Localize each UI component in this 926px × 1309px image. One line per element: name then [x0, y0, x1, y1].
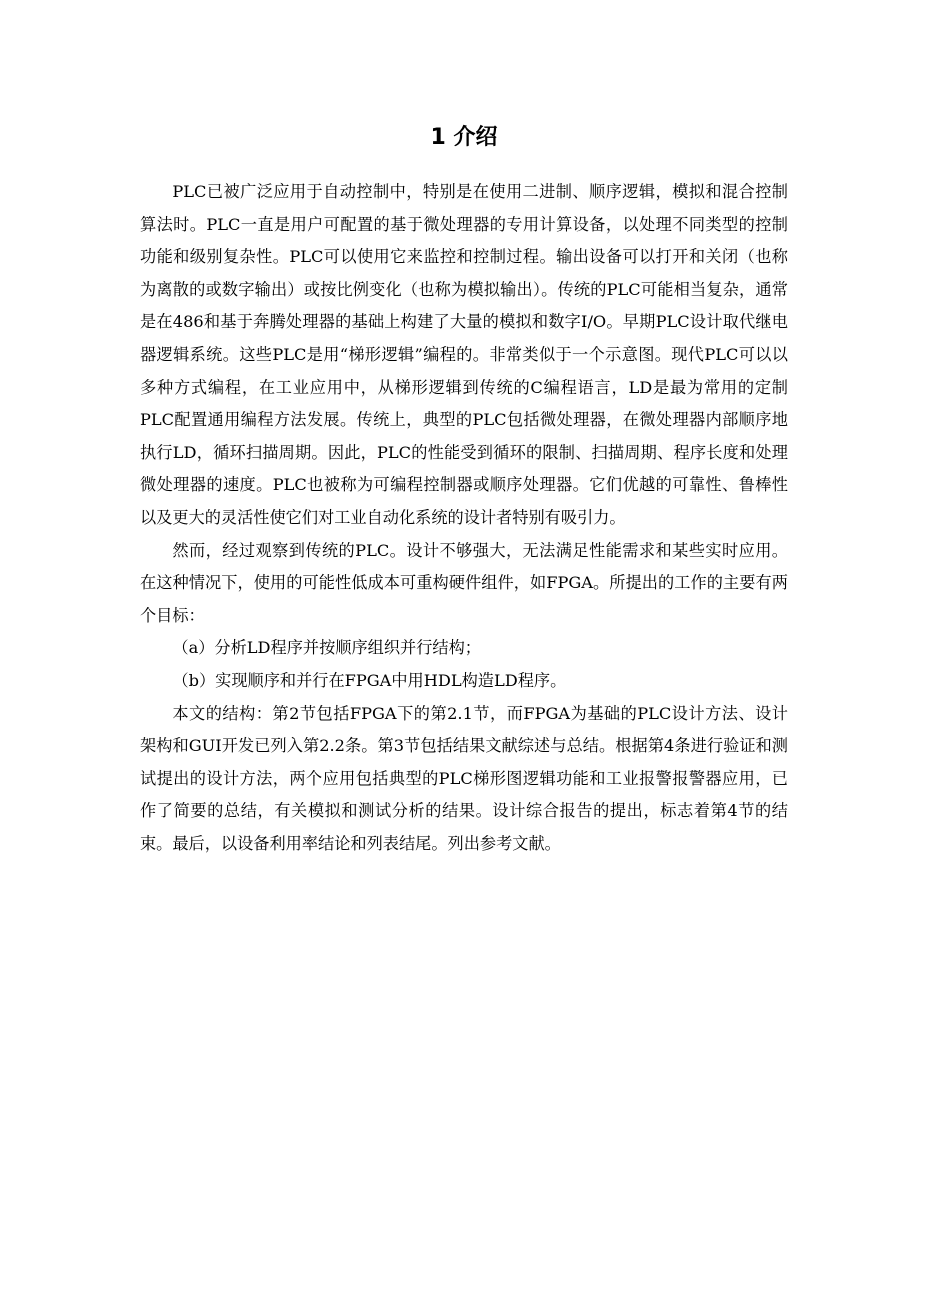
goal-item-a: （a）分析LD程序并按顺序组织并行结构； [172, 638, 481, 658]
document-page [140, 118, 788, 860]
paragraph-goals: 然而，经过观察到传统的PLC。设计不够强大，无法满足性能需求和某些实时应用。在这种情况下，使用的可能性低成本可重构硬件组件，如FPGA。所提出的工作的主要有两个目标： [140, 540, 788, 625]
paragraph-intro: PLC已被广泛应用于自动控制中，特别是在使用二进制、顺序逻辑，模拟和混合控制算法时。PLC一直是用户可配置的基于微处理器的专用计算设备，以处理不同类型的控制功能和级别复杂性。PLC可以使用它来监控和控制过程。输出设备可以打开和关闭（也称为离散的或数字输出）或按比例变化（也称为模拟输出）。传统的PLC可能相当复杂，通常是在486和基于奔腾处理器的基础上构建了大量的模拟和数字I/O。早期PLC设计取代继电器逻辑系统。这些PLC是用“梯形逻辑”编程的。非常类似于一个示意图。现代PLC可以以多种方式编程，在工业应用中，从梯形逻辑到传统的C编程语言，LD是最为常用的定制PLC配置通用编程方法发展。传统上，典型的PLC包括微处理器，在微处理器内部顺序地执行LD，循环扫描周期。因此，PLC的性能受到循环的限制、扫描周期、程序长度和处理微处理器的速度。PLC也被称为可编程控制器或顺序处理器。它们优越的可靠性、鲁棒性以及更大的灵活性使它们对工业自动化系统的设计者特别有吸引力。 [140, 182, 788, 527]
goal-item-b: （b）实现顺序和并行在FPGA中用HDL构造LD程序。 [172, 670, 567, 690]
paragraph-structure: 本文的结构：第2节包括FPGA下的第2.1节，而FPGA为基础的PLC设计方法、设计架构和GUI开发已列入第2.2条。第3节包括结果文献综述与总结。根据第4条进行验证和测试提出的设计方法，两个应用包括典型的PLC梯形图逻辑功能和工业报警报警器应用，已作了简要的总结，有关模拟和测试分析的结果。设计综合报告的提出，标志着第4节的结束。最后，以设备利用率结论和列表结尾。列出参考文献。 [140, 703, 788, 853]
section-title: 1 介绍 [430, 125, 498, 150]
